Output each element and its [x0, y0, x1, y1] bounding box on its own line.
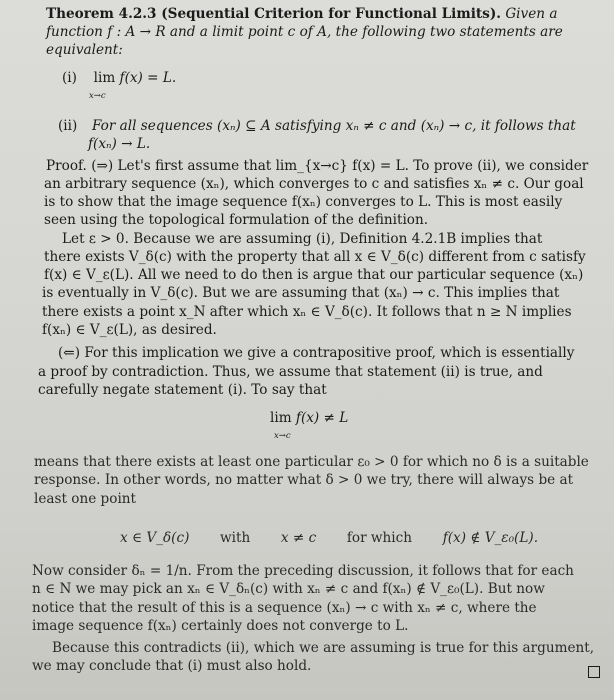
display-point-condition [120, 530, 538, 547]
display-limit-not-equal [270, 410, 348, 427]
proof-p1-line-4: seen using the topological formulation of the definition. [44, 212, 429, 228]
theorem-intro-1: Given a [505, 6, 558, 22]
proof-p2-line-1: Let ε > 0. Because we are assuming (i), Definition 4.2.1B implies that [62, 231, 543, 247]
item-ii-line-1: For all sequences (xₙ) ⊆ A satisfying xₙ ≠ c and (xₙ) → c, it follows that [91, 118, 576, 134]
proof-p5-line-4: image sequence f(xₙ) certainly does not converge to L. [32, 618, 409, 634]
proof-p1-line-2: an arbitrary sequence (xₙ), which converges to c and satisfies xₙ ≠ c. Our goal [44, 176, 584, 192]
proof-p5-line-2: n ∈ N we may pick an xₙ ∈ V_δₙ(c) with xₙ ≠ c and f(xₙ) ∉ V_ε₀(L). But now [32, 581, 545, 597]
display1-lim: lim [270, 410, 292, 426]
proof-p1-line-3: is to show that the image sequence f(xₙ) converges to L. This is most easily [44, 194, 563, 210]
display1-lim-subscript: x→c [274, 431, 291, 441]
proof-p6-line-1: Because this contradicts (ii), which we are assuming is true for this argument, [52, 640, 595, 656]
display2-part-a: x ∈ V_δ(c) [120, 530, 190, 546]
proof-p2-line-3: f(x) ∈ V_ε(L). All we need to do then is argue that our particular sequence (xₙ) [44, 267, 584, 283]
proof-p5-line-3: notice that the result of this is a sequence (xₙ) → c with xₙ ≠ c, where the [32, 600, 537, 616]
display2-for-which: for which [346, 530, 413, 546]
item-i-rest: f(x) = L. [119, 70, 177, 86]
proof-p4-line-1: means that there exists at least one particular ε₀ > 0 for which no δ is a suitable [34, 454, 589, 470]
theorem-first-line [46, 6, 557, 23]
theorem-heading: Theorem 4.2.3 (Sequential Criterion for Functional Limits). [46, 6, 501, 22]
item-i-label: (i) [62, 70, 77, 86]
proof-p3-line-3: carefully negate statement (i). To say that [38, 382, 327, 398]
proof-p6-line-2: we may conclude that (i) must also hold. [32, 658, 312, 674]
proof-p3-line-2: a proof by contradiction. Thus, we assume that statement (ii) is true, and [38, 364, 543, 380]
theorem-item-ii [58, 118, 576, 135]
display1-rest: f(x) ≠ L [295, 410, 349, 426]
theorem-intro-2: function f : A → R and a limit point c of A, the following two statements are [46, 24, 563, 40]
item-ii-line-2: f(xₙ) → L. [88, 136, 151, 152]
display2-part-c: f(x) ∉ V_ε₀(L). [442, 530, 539, 546]
proof-p5-line-1: Now consider δₙ = 1/n. From the preceding discussion, it follows that for each [32, 563, 574, 579]
proof-p2-line-5: there exists a point x_N after which xₙ ∈ V_δ(c). It follows that n ≥ N implies [42, 304, 572, 320]
proof-p4-line-3: least one point [34, 491, 137, 507]
item-ii-label: (ii) [58, 118, 78, 134]
proof-p4-line-2: response. In other words, no matter what δ > 0 we try, there will always be at [34, 472, 574, 488]
display2-part-b: x ≠ c [280, 530, 317, 546]
theorem-intro-3: equivalent: [46, 42, 123, 58]
item-i-lim-subscript: x→c [89, 91, 106, 101]
display2-with: with [220, 530, 251, 546]
proof-p3-line-1: (⇐) For this implication we give a contrapositive proof, which is essentially [58, 345, 575, 361]
theorem-item-i [62, 70, 176, 87]
proof-p1-line-1: Proof. (⇒) Let's first assume that lim_{x→c} f(x) = L. To prove (ii), we consider [46, 158, 589, 174]
proof-p2-line-6: f(xₙ) ∈ V_ε(L), as desired. [42, 322, 217, 338]
proof-p2-line-4: is eventually in V_δ(c). But we are assuming that (xₙ) → c. This implies that [42, 285, 560, 301]
proof-p2-line-2: there exists V_δ(c) with the property that all x ∈ V_δ(c) different from c satisfy [44, 249, 586, 265]
qed-square-icon [588, 666, 600, 678]
item-i-lim: lim [93, 70, 116, 86]
